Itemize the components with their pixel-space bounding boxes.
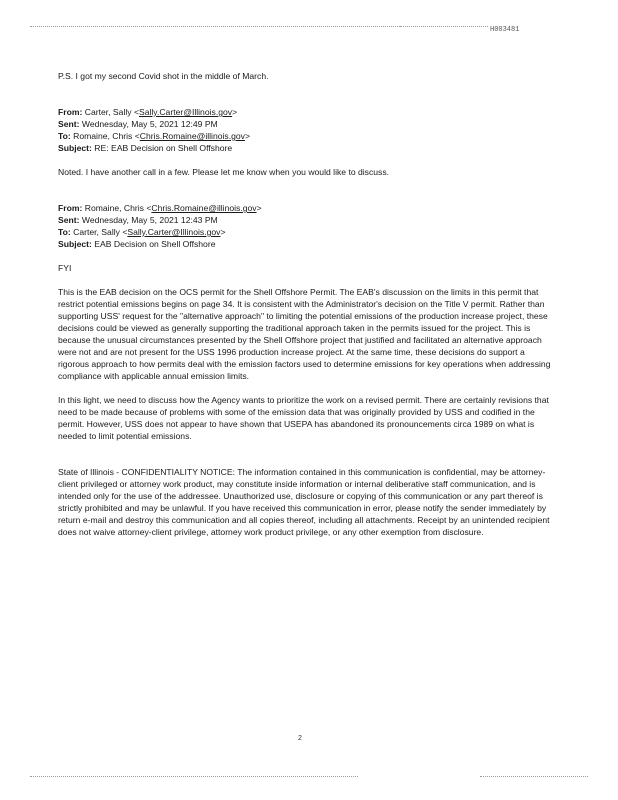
email2-to-email-link[interactable]: Sally.Carter@Illinois.gov [127, 227, 221, 237]
confidentiality-notice: State of Illinois - CONFIDENTIALITY NOTICE: The information contained in this communication is confidential, may be attorney-client privileged or attorney work product, may constitute inside information or internal deliberative staff communication, and is intended only for the use of the addressee. Unauthorized use, disclosure or copying of this communication or any part thereof is strictly prohibited and may be unlawful. If you have received this communication in error, please notify the sender immediately by return e-mail and destroy this communication and all copies thereof, including all attachments. Receipt by an unintended recipient does not waive attorney-client privilege, attorney work product privilege, or any other exemption from disclosure. [58, 467, 550, 537]
email2-greeting: FYI [58, 263, 72, 273]
email1-from-email-link[interactable]: Sally.Carter@Illinois.gov [138, 107, 233, 117]
ps-line: P.S. I got my second Covid shot in the middle of March. [58, 71, 269, 81]
email1-subject: RE: EAB Decision on Shell Offshore [94, 143, 233, 153]
document-body [58, 70, 558, 538]
page-number: 2 [298, 735, 302, 742]
email1-header: From: Carter, Sally <Sally.Carter@Illinois.gov> Sent: Wednesday, May 5, 2021 12:49 PM To: Romaine, Chris <Chris.Romaine@illinois.gov> Subject: RE: EAB Decision on Shell Offshore [58, 107, 250, 153]
email1-to-email-link[interactable]: Chris.Romaine@illinois.gov [139, 131, 245, 141]
email1-body: Noted. I have another call in a few. Please let me know when you would like to discuss. [58, 167, 390, 177]
email2-from-email-link[interactable]: Chris.Romaine@illinois.gov [151, 203, 257, 213]
bottom-dotted-rule [30, 776, 358, 781]
bottom-dotted-rule-right [480, 776, 588, 781]
bates-number: H003481 [490, 26, 520, 34]
top-dotted-rule-right [400, 26, 488, 31]
email2-header: From: Romaine, Chris <Chris.Romaine@illinois.gov> Sent: Wednesday, May 5, 2021 12:43 PM To: Carter, Sally <Sally.Carter@Illinois.gov> Subject: EAB Decision on Shell Offshore [58, 203, 262, 249]
email2-paragraph-1: This is the EAB decision on the OCS permit for the Shell Offshore Permit. The EAB's discussion on the limits in this permit that restrict potential emissions begins on page 34. It is consistent with the Administrator's decision on the Title V permit. Rather than supporting USS' request for the "alternative approach" to limiting the potential emissions of the production increase project, these decisions could be viewed as generally supporting the traditional approach taken in the permits issued for the project. This is because the unusual circumstances presented by the Shell Offshore project that justified and facilitated an alternative approach were not and are not present for the USS 1996 production increase project. At the same time, these decisions do support a rigorous approach to how permits deal with the emission factors used to determine emissions for key operations when addressing compliance with applicable annual emission limits. [58, 287, 551, 381]
email1-sent: Wednesday, May 5, 2021 12:49 PM [81, 119, 218, 129]
email2-sent: Wednesday, May 5, 2021 12:43 PM [81, 215, 218, 225]
email2-subject: EAB Decision on Shell Offshore [94, 239, 216, 249]
email2-paragraph-2: In this light, we need to discuss how the Agency wants to prioritize the work on a revised permit. There are certainly revisions that need to be made because of problems with some of the emission data that was originally provided by USS and codified in the permit. However, USS does not appear to have shown that USEPA has abandoned its pronouncements circa 1989 on what is needed to limit potential emissions. [58, 395, 549, 441]
